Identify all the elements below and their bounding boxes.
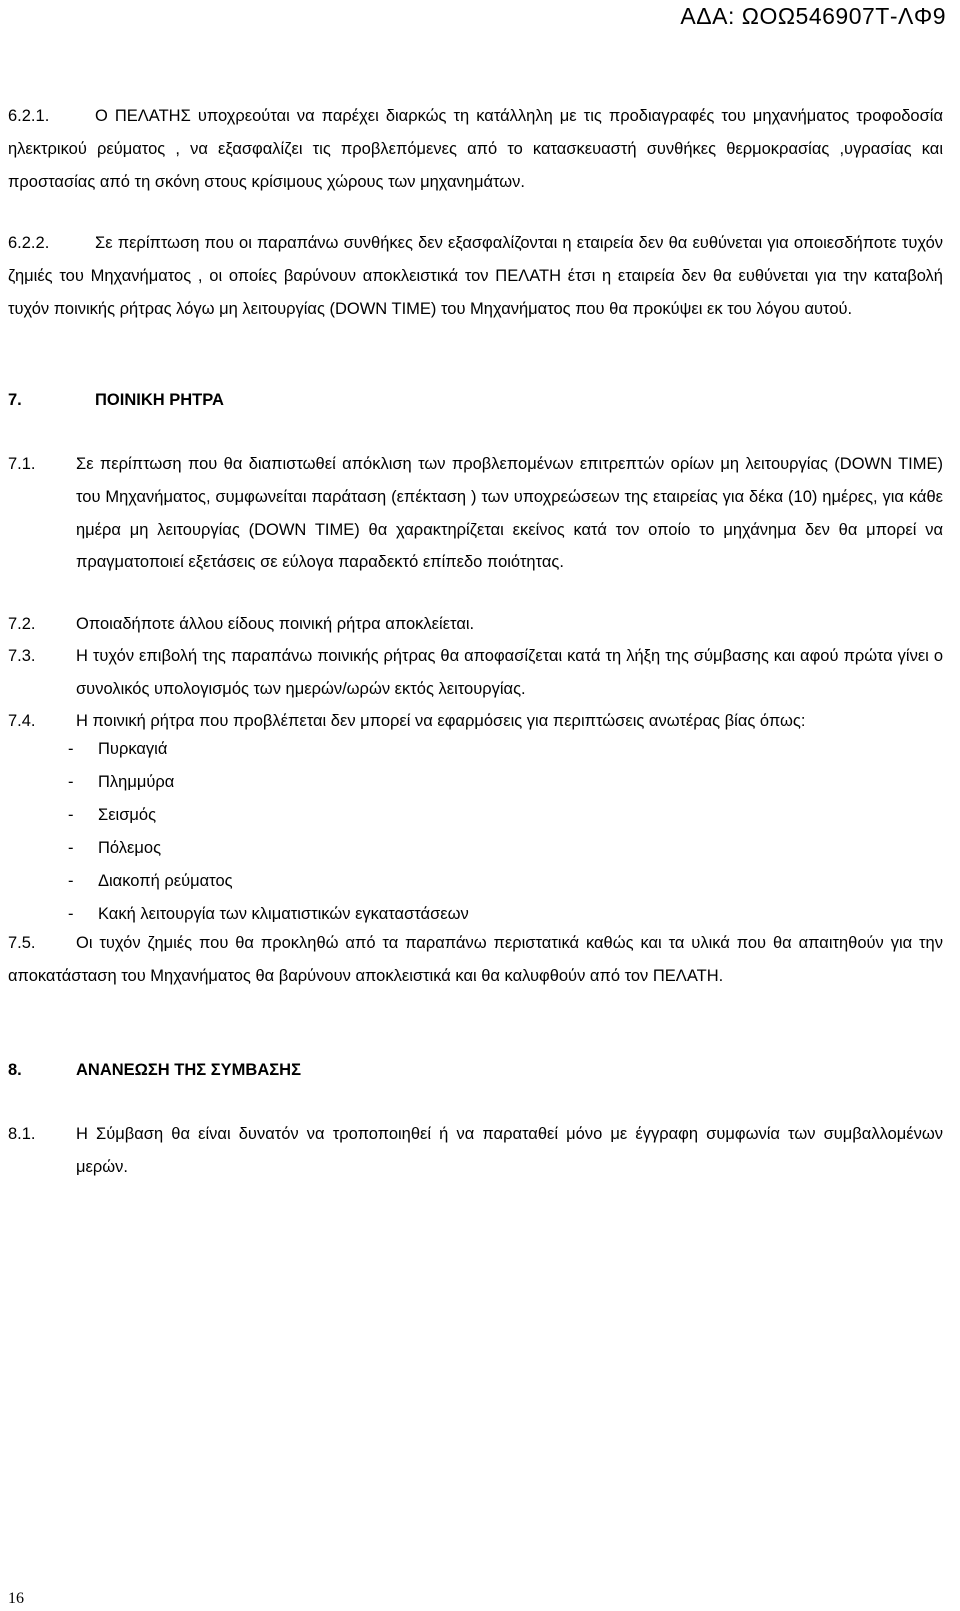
list-item-label: Πόλεμος <box>98 839 162 857</box>
list-item-label: Πυρκαγιά <box>98 740 168 758</box>
clause-number: 7.2. <box>8 615 36 633</box>
list-item-label: Κακή λειτουργία των κλιματιστικών εγκαταστάσεων <box>98 905 469 923</box>
clause-text: Οι τυχόν ζημιές που θα προκληθώ από τα παραπάνω περιστατικά καθώς και τα υλικά που θα απαιτηθούν για την αποκατάσταση του Μηχανήματος θα βαρύνουν αποκλειστικά και θα καλυφθούν από τον ΠΕΛΑΤΗ. <box>8 934 943 985</box>
list-item-label: Πλημμύρα <box>98 773 175 791</box>
section-number: 7. <box>8 391 22 409</box>
section-title: ΑΝΑΝΕΩΣΗ ΤΗΣ ΣΥΜΒΑΣΗΣ <box>76 1061 301 1079</box>
clause-text: Η ποινική ρήτρα που προβλέπεται δεν μπορεί να εφαρμόσεις για περιπτώσεις ανωτέρας βίας όπως: <box>76 712 806 730</box>
clause-8-1 <box>8 1118 943 1184</box>
clause-text: Οποιαδήποτε άλλου είδους ποινική ρήτρα αποκλείεται. <box>76 615 475 633</box>
list-item-label: Σεισμός <box>98 806 157 824</box>
clause-text: Σε περίπτωση που οι παραπάνω συνθήκες δεν εξασφαλίζονται η εταιρεία δεν θα ευθύνεται για οποιεσδήποτε τυχόν ζημιές του Μηχανήματος , οι οποίες βαρύνουν αποκλειστικά τον ΠΕΛΑΤΗ έτσι η εταιρεία δεν θα ευθύνεται για την καταβολή τυχόν ποινικής ρήτρας λόγω μη λειτουργίας (DOWN TIME) του Μηχανήματος που θα προκύψει εκ του λόγου αυτού. <box>8 234 943 318</box>
dash-marker: - <box>68 806 74 824</box>
clause-number: 8.1. <box>8 1125 36 1143</box>
clause-text: Σε περίπτωση που θα διαπιστωθεί απόκλιση των προβλεπομένων επιτρεπτών ορίων μη λειτουργίας (DOWN TIME) του Μηχανήματος, συμφωνείται παράταση (επέκταση ) των υποχρεώσεων της εταιρείας για δέκα (10) ημέρες, για κάθε ημέρα μη λειτουργίας (DOWN TIME) θα χαρακτηρίζεται εκείνος κατά τον οποίο το μηχάνημα δεν θα μπορεί να πραγματοποιεί εξετάσεις σε εύλογα παραδεκτό επίπεδο ποιότητας. <box>76 455 943 572</box>
clause-number: 7.3. <box>8 647 36 665</box>
dash-marker: - <box>68 872 74 890</box>
dash-marker: - <box>68 905 74 923</box>
clause-text: Η Σύμβαση θα είναι δυνατόν να τροποποιηθεί ή να παραταθεί μόνο με έγγραφη συμφωνία των συμβαλλομένων μερών. <box>76 1125 943 1176</box>
dash-marker: - <box>68 839 74 857</box>
page-number: 16 <box>8 1590 24 1607</box>
clause-7-1 <box>8 448 943 579</box>
clause-text: Ο ΠΕΛΑΤΗΣ υποχρεούται να παρέχει διαρκώς τη κατάλληλη με τις προδιαγραφές του μηχανήματος τροφοδοσία ηλεκτρικού ρεύματος , να εξασφαλίζει τις προβλεπόμενες από το κατασκευαστή συνθήκες θερμοκρασίας ,υγρασίας και προστασίας από τη σκόνη στους κρίσιμους χώρους των μηχανημάτων. <box>8 107 943 191</box>
clause-number: 7.1. <box>8 455 36 473</box>
clause-7-2 <box>8 608 943 641</box>
dash-marker: - <box>68 773 74 791</box>
list-item-label: Διακοπή ρεύματος <box>98 872 233 890</box>
clause-7-3 <box>8 640 943 706</box>
section-number: 8. <box>8 1061 22 1079</box>
clause-number: 7.4. <box>8 712 36 730</box>
clause-7-5 <box>8 927 943 993</box>
dash-marker: - <box>68 740 74 758</box>
clause-number: 7.5. <box>8 934 36 952</box>
section-title: ΠΟΙΝΙΚΗ ΡΗΤΡΑ <box>95 391 224 409</box>
ada-code: ΑΔΑ: ΩΟΩ546907Τ-ΛΦ9 <box>680 3 946 29</box>
clause-6-2-2 <box>8 227 943 325</box>
clause-7-4 <box>8 705 943 738</box>
clause-6-2-1 <box>8 100 943 198</box>
clause-number: 6.2.2. <box>8 234 50 252</box>
clause-text: Η τυχόν επιβολή της παραπάνω ποινικής ρήτρας θα αποφασίζεται κατά τη λήξη της σύμβασης και αφού πρώτα γίνει ο συνολικός υπολογισμός των ημερών/ωρών εκτός λειτουργίας. <box>76 647 943 698</box>
clause-number: 6.2.1. <box>8 107 50 125</box>
